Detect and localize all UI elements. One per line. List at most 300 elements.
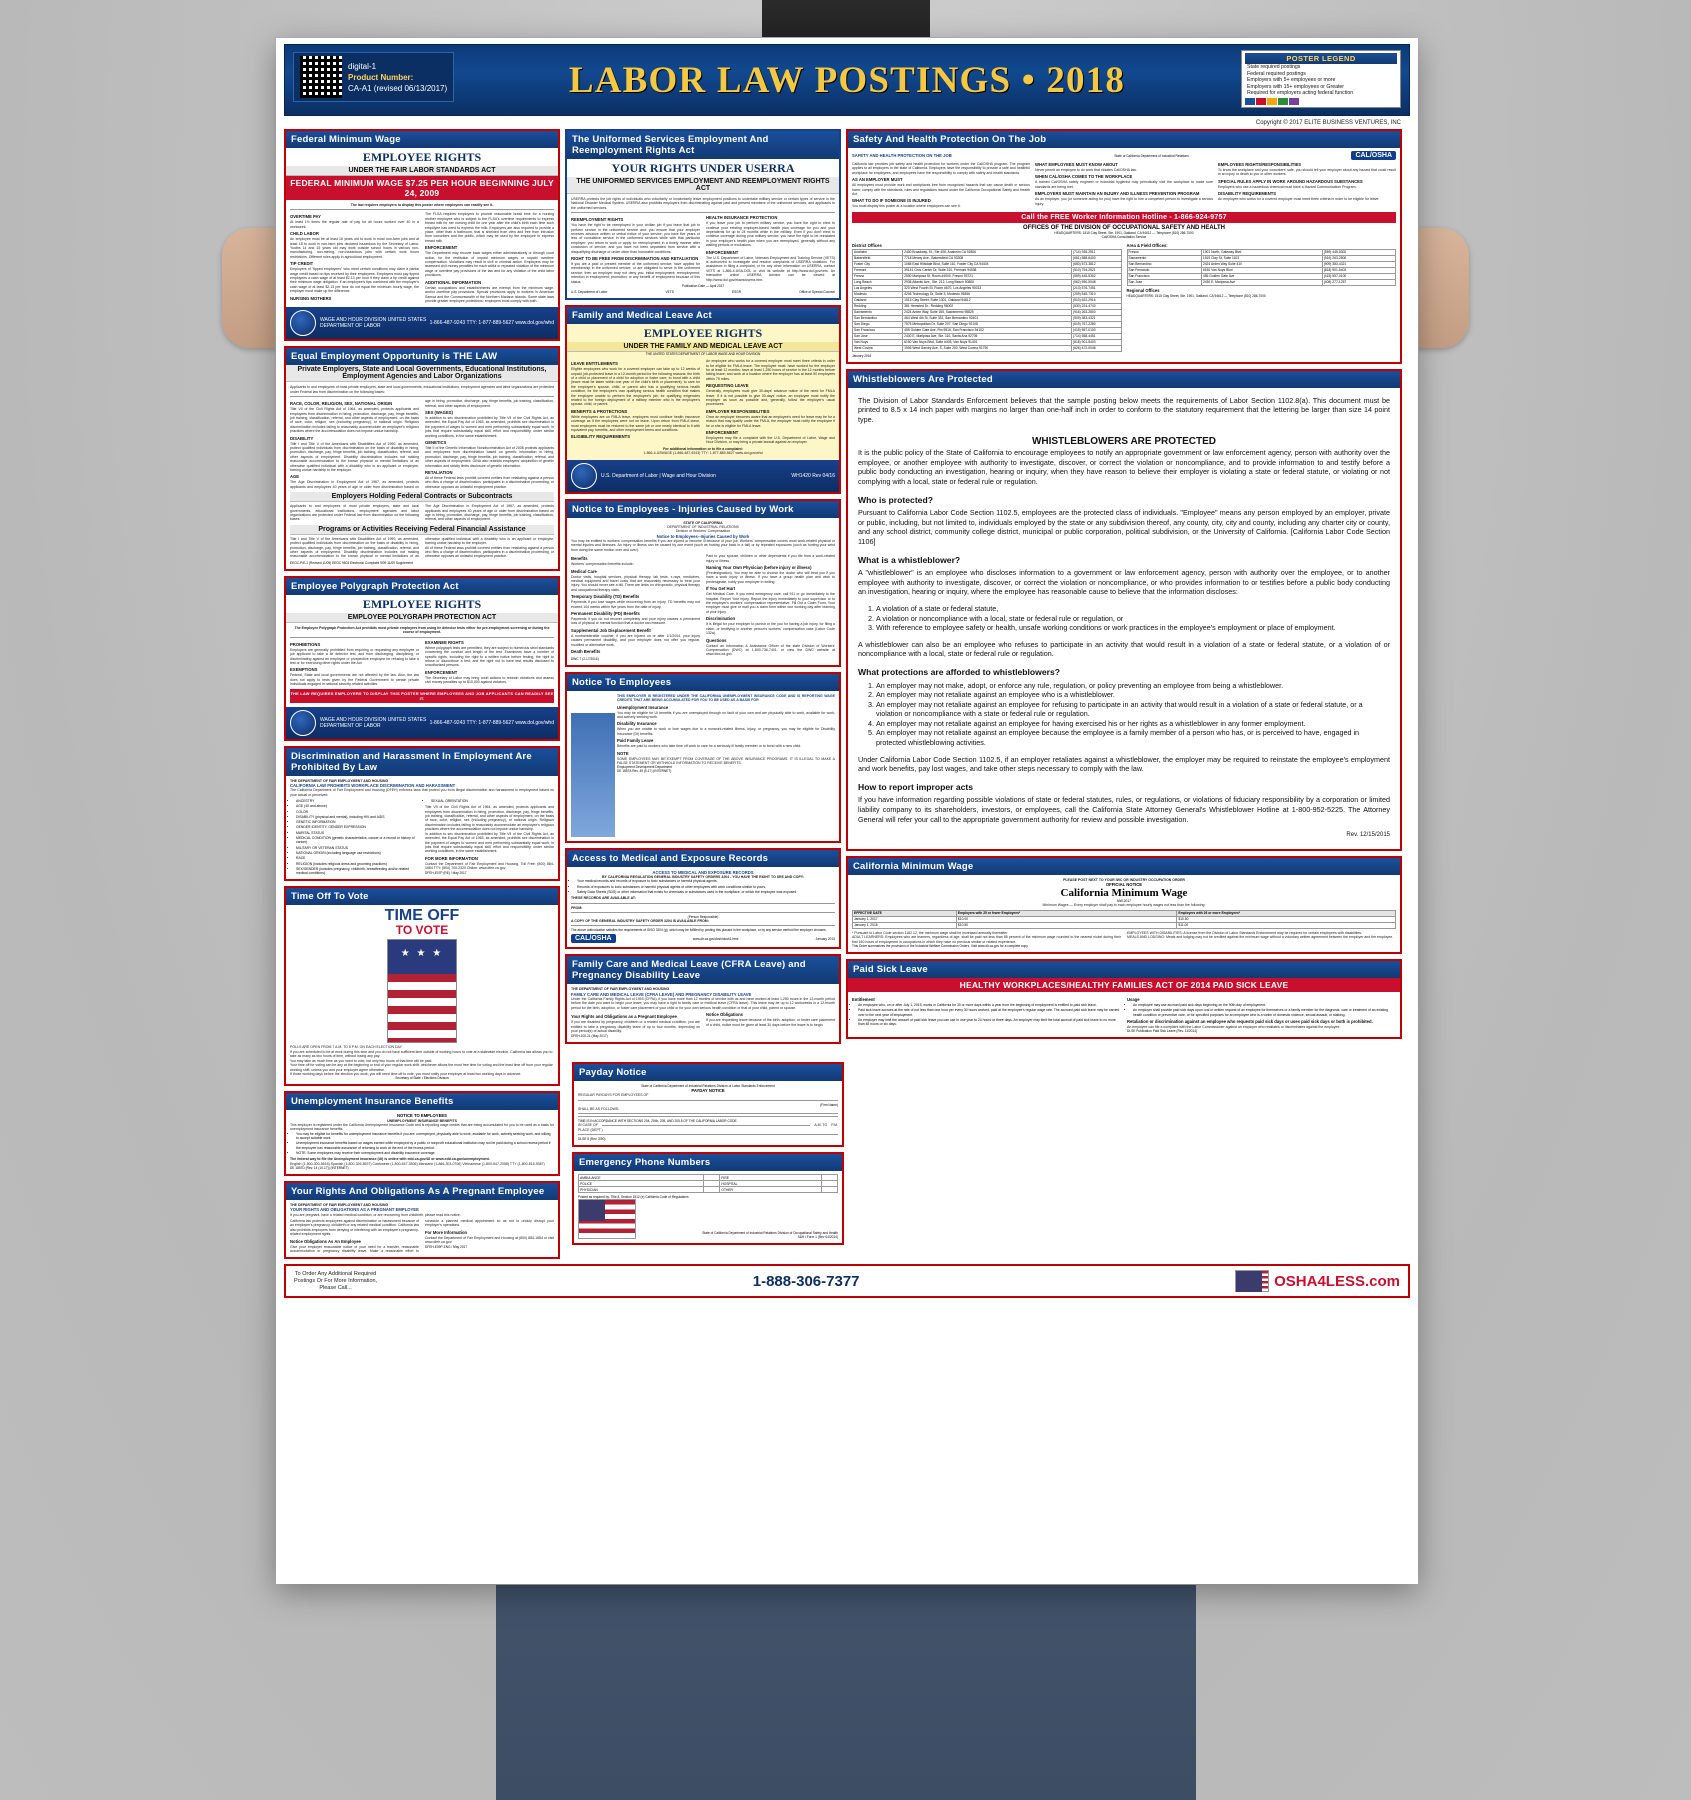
fmla-revision: WH1420 Rev 04/16: [791, 472, 835, 479]
osha-consult: Cal/OSHA Consultation Service: [1101, 234, 1147, 239]
office-city: Anaheim: [853, 249, 903, 255]
epp-section-head: PROHIBITIONS: [290, 641, 321, 647]
cfra-section-text: If you are disabled by pregnancy, childbirth or a related medical condition, you are entitled to take a pregnancy disability leave of up to four months, depending on your period(s) of actual disability.: [571, 1020, 700, 1034]
wb-heading: WHISTLEBLOWERS ARE PROTECTED: [1031, 435, 1217, 447]
emergency-posted-by: Posted as required by: Title 8, Section 1512 (e) California Code of Regulations: [578, 1195, 689, 1200]
camw-footnote: This Order summarizes the provisions of the Industrial Welfare Commission Orders. Visit www.dir.ca.gov for a complete copy.: [852, 944, 1029, 949]
section-emergency-phone-numbers: [572, 1152, 844, 1245]
edd-section-text: You may be eligible for UI benefits if you are unemployed through no fault of your own and are physically able to work, available for work, and actively seeking work.: [617, 710, 835, 719]
section-title: Employee Polygraph Protection Act: [286, 578, 558, 595]
payday-and-emergency-stack: [572, 1062, 844, 1245]
section-polygraph: [284, 576, 560, 741]
fmw-section-text: Employers of "tipped employees" who meet certain conditions may claim a partial wage credit based on tips received by their employees. Employers must pay tipped employees a cash wage of at least $2.13 per hour if they claim a tip credit against their minimum wage obligation. If an employee's tips combined with the employer's cash wage of at least $2.13 per hour do not equal the minimum hourly wage, the employer must make up the difference.: [290, 267, 419, 294]
column-header: EFFECTIVE DATE: [853, 910, 957, 916]
wb-lede: The Division of Labor Standards Enforcement believes that the sample posting below meets the requirements of Labor Section 1102.8(a). This document must be printed to 8.5 x 14 inch paper with margins no larger than one-half inch in order to conform to the statutory requirement that the lettering be larger than size 14 point type.: [858, 395, 1390, 425]
eeo-block-text: Title VII of the Civil Rights Act of 1964, as amended, protects applicants and employees from discrimination in hiring, promotion, discharge, pay, fringe benefits, job training, classification, referral, and other aspects of employment, on the basis of race, color, religion, sex (including pregnancy), or national origin. Religious discrimination includes failing to reasonably accommodate an employee's religious practices where the accommodation does not impose undue hardship.: [290, 407, 419, 434]
office-phone: (510) 794-2521: [1072, 267, 1121, 273]
cal-osha-section-head: SPECIAL RULES APPLY IN WORK AROUND HAZARDOUS SUBSTANCES: [1218, 178, 1363, 184]
list-item: 3. With reference to employee safety or health, unsafe working conditions or work practices in the employee's employment or place of employment.: [876, 623, 1390, 633]
cal-osha-intro: California law provides job safety and health protection for workers under the Cal/OSHA program. The program applies to all employers in the state of California. Employers have the responsibility to provide a safe and healthful workplace for employees, and employees have the responsibility to comply with safety and health standards.: [852, 162, 1030, 175]
vote-footnote: Secretary of State • Elections Division: [395, 1076, 449, 1081]
column-header: Employers with 25 or fewer Employees*: [956, 910, 1176, 916]
injuries-section-text: Paid to your spouse, children or other dependents if you die from a work-related injury or illness.: [706, 554, 835, 563]
amer-subhead: BY CALIFORNIA REGULATION GENERAL INDUSTRY SAFETY ORDERS 3204 - YOU HAVE THE RIGHT TO SEE AND COPY:: [601, 874, 805, 879]
cal-osha-section-text: Employers who use a hazardous chemical must have a Hazard Communication Program.: [1218, 184, 1357, 189]
cfra-intro: Under the California Family Rights Act of 1993 (CFRA), if you have more than 12 months of service with us and have worked at least 1,250 hours in the 12-month period before the date you want to begin your leave, you may have a right to family care or medical leave (CFRA leave). This leave may be up to 12 workweeks in a 12-month period for the birth, adoption, or foster care placement of your child or for your own serious health condition or that of your child, parent or spouse.: [571, 997, 835, 1010]
row-label: POLICE: [579, 1181, 704, 1187]
cell-large-employer: $10.50: [1177, 916, 1396, 922]
payday-field-label: IN CASE OF: [578, 1123, 598, 1128]
office-phone: (714) 935-2511: [1072, 249, 1121, 255]
payday-agency: State of California Department of Industrial Relations Division of Labor Standards Enforcement: [641, 1084, 775, 1088]
emergency-form: S&H / Form 1 (Rev 04/2014): [797, 1235, 838, 1240]
section-whistleblowers: [846, 369, 1402, 851]
section-title: Paid Sick Leave: [848, 961, 1400, 978]
office-phone: (909) 383-4321: [1072, 315, 1121, 321]
emergency-agency: State of California Department of Industrial Relations Division of Occupational Safety and Health: [702, 1231, 838, 1236]
table-row: [853, 345, 1122, 351]
ui-intro: This employer is registered under the California Unemployment Insurance Code and is reporting wage credits that are being accumulated for you to be used as a basis for unemployment insurance benefits.: [290, 1122, 554, 1132]
amer-web: www.dir.ca.gov/dosh/dosh1.html: [692, 936, 739, 941]
payday-field-value: (Firm Name): [820, 1102, 838, 1107]
eeo-block-head: GENETICS: [425, 439, 447, 445]
legend-item: Federal required postings: [1247, 70, 1306, 77]
office-address: 2936 Atlantic Ave., Ste. 212, Long Beach 90806: [903, 279, 1072, 285]
section-title: The Uniformed Services Employment And Reemployment Rights Act: [567, 131, 839, 159]
fmw-section-text: Certain occupations and establishments are exempt from the minimum wage, and/or overtime pay provisions. Special provisions apply to workers in American Samoa and the Commonwealth of the Northern Mariana Islands. Some state laws provide greater employee protections; employers must comply with both.: [425, 285, 554, 303]
cell-small-employer: $10.00: [956, 916, 1176, 922]
eeo-footnote: EEOC-P/E-1 (Revised 11/09) EEOC 9503 Electronic Complaint 9/09 11/09 Supplement: [290, 560, 413, 565]
camw-official: OFFICIAL NOTICE: [1105, 882, 1143, 888]
injuries-intro: You may be entitled to workers' compensation benefits if you are injured or become ill because of your job. Workers' compensation covers most work-related physical or mental injuries and illnesses. An injury or illness can be caused by one event (such as hurting your back in a fall) or by repeated exposures (such as hurting your wrist from doing the same motion over and over).: [571, 539, 835, 552]
office-address: 455 Golden Gate Ave: [1201, 273, 1322, 279]
dfeh-more-info-head: FOR MORE INFORMATION: [425, 855, 478, 861]
wb-a2: A "whistleblower" is an employee who discloses information to a government or law enforcement agency, person with authority over the employee, or to another employee with authority to investigate, discover, or correct the violation or noncompliance, or who provides information to or testifies before a public body conducting an investigation, hearing or inquiry, where the employee has reasonable cause to believe that the information discloses:: [858, 568, 1390, 597]
osha-region-note: HEADQUARTERS: 1515 Clay Street, Ste. 1901, Oakland, CA 94612 — Telephone (510) 286-7000: [1126, 293, 1266, 298]
row-value[interactable]: [704, 1187, 720, 1193]
office-city: Sacramento: [853, 309, 903, 315]
office-city: San Jose: [1127, 279, 1201, 285]
poster-footer-bar: [284, 1264, 1410, 1298]
office-address: 455 Golden Gate Ave, Rm 9516, San Francisco 94102: [903, 327, 1072, 333]
vote-line: You may take as much time as you need to vote, but only two hours of that time will be paid.: [290, 1058, 433, 1063]
eeo-intro: Applicants to and employees of most private employers, state and local governments, educational institutions, employment agencies and labor organizations are protected under Federal law from discrimination on the following bases:: [290, 385, 554, 394]
section-title: Payday Notice: [574, 1064, 842, 1081]
fmla-contact: 1-866-4-USWAGE (1-866-487-9243) TTY: 1-877-889-5627 www.dol.gov/whd: [643, 451, 763, 456]
list-item: • Safety Data Sheets (SDS) or other information that exists for chemicals or substances used in the workplace, or which the employee was exposed.: [577, 890, 835, 894]
list-item: • MILITARY OR VETERAN STATUS: [296, 846, 419, 850]
fmla-section-head: LEAVE ENTITLEMENTS: [571, 361, 618, 367]
edd-footnote: DE 1857A Rev. 49 (9-17) (INTERNET): [617, 769, 672, 774]
section-title: Time Off To Vote: [286, 888, 558, 905]
psl-retaliation-head: Retaliation or discrimination against an employee who requests paid sick days or uses paid sick days or both is prohibited.: [1127, 1018, 1373, 1024]
cal-osha-section-head: AS AN EMPLOYER MUST: [852, 177, 903, 183]
epp-agency: WAGE AND HOUR DIVISION UNITED STATES DEPARTMENT OF LABOR: [320, 716, 427, 729]
list-item: • NATIONAL ORIGIN (including language use restrictions): [296, 851, 419, 855]
psl-retaliation-text: An employee can file a complaint with the Labor Commissioner against an employer who retaliates or discriminates against the employee.: [1127, 1024, 1341, 1029]
list-item: • GENETIC INFORMATION: [296, 820, 419, 824]
edd-section-text: When you are unable to work or lose wages due to a nonwork-related illness, injury, or pregnancy, you may be eligible for Disability Insurance (DI) benefits.: [617, 727, 835, 736]
section-title: California Minimum Wage: [848, 858, 1400, 875]
office-city: Oakland: [853, 297, 903, 303]
eeo-block-head: SEX (WAGES): [425, 409, 453, 415]
office-city: Modesto: [853, 291, 903, 297]
injuries-section-head: Death Benefits: [571, 649, 601, 655]
fmw-intro: The law requires employers to display this poster where employees can readily see it.: [350, 203, 494, 207]
userra-section-text: If you leave your job to perform military service, you have the right to elect to continue your existing employer-based health plan coverage for you and your dependents for up to 24 months while in the military. Even if you don't elect to continue coverage during your military service, you have the right to be reinstated in your employer's health plan when you are reemployed, generally without any waiting periods or exclusions.: [706, 221, 835, 248]
office-city: Redding: [853, 303, 903, 309]
payday-field-label: TIME IS IN ACCORDANCE WITH SECTIONS 204, 204b, 205, AND 205.5 OF THE CALIFORNIA LABOR CODE.: [578, 1119, 738, 1124]
section-userra: [565, 129, 841, 300]
userra-headline: YOUR RIGHTS UNDER USERRA: [611, 161, 795, 175]
list-item: • An employer may limit the amount of paid sick leave you can use in one year to 24 hours or three days. An employer may limit the total accrual of paid sick leave to no more than 48 hours or six days.: [858, 1018, 1121, 1027]
section-injuries-caused-by-work: [565, 499, 841, 667]
cal-osha-section-head: WHAT TO DO IF SOMEONE IS INJURED: [852, 198, 931, 204]
office-phone: (510) 622-2916: [1072, 297, 1121, 303]
userra-agency-dol: U.S. Department of Labor: [571, 290, 608, 295]
eeo-block-head: AGE: [290, 474, 300, 480]
legend-item: State required postings: [1247, 64, 1301, 70]
injuries-section-head: Supplemental Job Displacement Benefit: [571, 627, 651, 633]
eeo-block-text: The Age Discrimination in Employment Act of 1967, as amended, protects applicants and employees 40 years of age or older from discrimination based on age in hiring, promotion, discharge, pay, fringe benefits, job training, classification, referral, and other aspects of employment.: [290, 399, 554, 489]
amer-field-label: FROM:: [571, 905, 583, 910]
section-ca-minimum-wage: [846, 856, 1402, 954]
list-item: • ANCESTRY: [296, 799, 419, 803]
fmla-footer: [567, 460, 839, 492]
legend-item: Employers with 5+ employees or more: [1247, 77, 1336, 84]
epp-warning: THE LAW REQUIRES EMPLOYERS TO DISPLAY THIS POSTER WHERE EMPLOYEES AND JOB APPLICANTS CAN READILY SEE IT.: [290, 690, 554, 701]
fmla-section-text: Eligible employees who work for a covered employer can take up to 12 weeks of unpaid, job-protected leave in a 12-month period for the following reasons: the birth of a child or placement of a child for adoption or foster care; to bond with a child (leave must be taken within one year of the child's birth or placement); to care for the employee's spouse, child, or parent who has a qualifying serious health condition; for the employee's own qualifying serious health condition that makes the employee unable to perform the employee's job; for qualifying exigencies related to the foreign deployment of a military member who is the employee's spouse, child, or parent.: [571, 367, 700, 407]
office-city: Fresno: [1127, 249, 1201, 255]
payday-field-value: P.M.: [831, 1123, 838, 1128]
edd-note-text: SOME EMPLOYEES MAY BE EXEMPT FROM COVERAGE OF THE ABOVE INSURANCE PROGRAMS. IT IS ILLEGAL TO MAKE A FALSE STATEMENT OR WITHHOLD INFORMATION TO RECEIVE BENEFITS.: [617, 756, 835, 765]
cell-effective-date: January 1, 2017: [853, 916, 957, 922]
osha-footnote: January 2016: [852, 353, 872, 358]
osha-region-label: Regional Offices: [1126, 287, 1160, 293]
pregnant-section-head: For More Information: [425, 1229, 468, 1235]
section-safety-health: [846, 129, 1402, 364]
office-address: 2400 Broadway, St., Ste 406, Anaheim CA 92806: [903, 249, 1072, 255]
office-phone: (916) 263-2800: [1072, 309, 1121, 315]
office-phone: (714) 558-4451: [1072, 333, 1121, 339]
payday-field-label: PLACE (DEPT.): [578, 1128, 603, 1133]
row-label: PHYSICIAN: [579, 1187, 704, 1193]
cal-osha-agency: State of California Department of Industrial Relations: [1114, 153, 1189, 158]
fmla-section-text: While employees are on FMLA leave, employers must continue health insurance coverage as if the employees were not on leave. Upon return from FMLA leave, most employees must be restored to the same job or one nearly identical to it with equivalent pay, benefits, and other employment terms and conditions.: [571, 414, 700, 432]
eeo-sub1: Private Employers, State and Local Governments, Educational Institutions, Employment Agencies and Labor Organizations: [286, 365, 558, 382]
edd-headline: THIS EMPLOYER IS REGISTERED UNDER THE CALIFORNIA UNEMPLOYMENT INSURANCE CODE AND IS REPORTING WAGE CREDITS THAT ARE BEING ACCUMULATED FOR YOU TO BE USED AS A BASIS FOR: [617, 693, 835, 703]
cal-osha-section-text: You must display this poster at a location where employees can see it.: [852, 204, 961, 209]
pregnant-section-head: Notice Obligations As An Employee: [290, 1238, 361, 1244]
osha-district-label: District Offices: [852, 242, 882, 248]
section-unemployment-insurance: [284, 1091, 560, 1176]
dol-seal-icon: [290, 710, 316, 736]
section-title: Whistleblowers Are Protected: [848, 371, 1400, 388]
section-title: Discrimination and Harassment In Employment Are Prohibited By Law: [286, 748, 558, 776]
payday-field-label: A.M. TO: [814, 1123, 828, 1128]
fmla-section-text: Once an employer becomes aware that an employee's need for leave may be for a reason that may qualify under the FMLA, the employer must notify the employee if he or she is eligible for FMLA leave.: [706, 414, 835, 428]
section-fmla: [565, 305, 841, 494]
office-city: San Bernardino: [1127, 261, 1201, 267]
footer-note-2: Postings Or For More Information,: [294, 1277, 378, 1284]
injuries-section-head: Temporary Disability (TD) Benefits: [571, 594, 640, 600]
camw-post-note: PLEASE POST NEXT TO YOUR IWC OR INDUSTRY OCCUPATION ORDER: [1063, 877, 1185, 882]
column-header: Employers with 26 or more Employees*: [1177, 910, 1396, 916]
userra-subhead: THE UNIFORMED SERVICES EMPLOYMENT AND REEMPLOYMENT RIGHTS ACT: [567, 177, 839, 194]
list-item: • An employer shall provide paid sick days upon oral or written request of an employee for themselves or a family member for the diagnosis, care or treatment of an existing health condition or preventive care, or for specified purposes for an employee who is a victim of domestic violence, sexual assault, or stalking.: [1133, 1008, 1396, 1017]
dfeh-body-text: Title VII of the Civil Rights Act of 1964, as amended, protects applicants and employees from discrimination in hiring, promotion, discharge, pay, fringe benefits, job training, classification, referral, and other aspects of employment, on the basis of race, color, religion, sex (including pregnancy), or national origin. Religious discrimination includes failing to reasonably accommodate an employee's religious practices where the accommodation does not impose undue hardship.: [425, 805, 554, 832]
epp-footer: [286, 707, 558, 739]
office-address: 1906 West Garvey Ave. S, Suite 200, West Covina 91790: [903, 345, 1072, 351]
epp-section-text: Employers are generally prohibited from requiring or requesting any employee or job applicant to take a lie detector test, and from discharging, disciplining, or discriminating against an employee or prospective employee for refusing to take a test or for exercising other rights under the Act.: [290, 647, 419, 665]
userra-footnote: Publication Date — April 2017: [681, 284, 725, 289]
office-city: San Fernando: [1127, 267, 1201, 273]
fmw-section-head: CHILD LABOR: [290, 231, 319, 237]
userra-agency-vets: VETS: [665, 290, 674, 295]
cell-small-employer: $10.50: [956, 922, 1176, 928]
list-item: • An employee who, on or after July 1, 2015, works in California for 30 or more days within a year from the beginning of employment is entitled to paid sick leave.: [858, 1003, 1121, 1007]
list-item: • SEXUAL ORIENTATION: [431, 799, 554, 803]
column-3: [846, 129, 1402, 1259]
cal-osha-headline: SAFETY AND HEALTH PROTECTION ON THE JOB: [852, 152, 952, 158]
epp-section-text: Federal, State and local governments are not affected by the law. Also, the law does not apply to tests given by the Federal Government to certain private individuals engaged in national security-related activities.: [290, 673, 419, 687]
legend-item: Required for employers acting federal function: [1247, 90, 1354, 97]
fmla-section-text: Employees may file a complaint with the U.S. Department of Labor, Wage and Hour Division, or may bring a private lawsuit against an employer.: [706, 435, 835, 445]
list-item: • RACE: [296, 856, 419, 860]
us-flag-icon: [1235, 1270, 1269, 1292]
office-address: 2550 Mariposa St, Room #4000, Fresno 93721: [903, 273, 1072, 279]
camw-headline: California Minimum Wage: [1060, 887, 1188, 900]
list-item: • Your medical records and records of exposure to toxic substances or harmful physical agents.: [577, 879, 835, 883]
list-item: • MARITAL STATUS: [296, 831, 419, 835]
us-flag-icon: [578, 1199, 636, 1239]
epp-headline: EMPLOYEE RIGHTS: [362, 596, 482, 611]
labor-law-poster: [276, 38, 1418, 1584]
eeo-block-text: Title I and Title V of the Americans with Disabilities Act of 1990, as amended, protect qualified individuals from discrimination on the basis of disability in hiring, promotion, discharge, pay, fringe benefits, job training, classification, referral, and other aspects of employment. Disability discrimination includes not making reasonable accommodation to the known physical or mental limitations of an otherwise qualified individual with a disability who is an applicant or employee, barring undue hardship to the employer.: [290, 441, 419, 472]
section-title: Safety And Health Protection On The Job: [848, 131, 1400, 148]
row-value[interactable]: [821, 1187, 837, 1193]
camw-note: MEALS AND LODGING: Meals and lodging may not be credited against the minimum wage without a voluntary written agreement between the employer and the employee.: [1127, 935, 1394, 940]
poster-header: [284, 44, 1410, 126]
ui-section-title: The federal way to file the Unemployment Insurance (UI) is online with edd.ca.gov/UI or www.edd.ca.gov/unemployment.: [290, 1157, 490, 1162]
edd-note-head: NOTE: [617, 750, 629, 756]
fmla-section-head: EMPLOYER RESPONSIBILITIES: [706, 408, 770, 414]
dfeh-intro: The California Department of Fair Employment and Housing (DFEH) enforces laws that protect you from illegal discrimination and harassment in employment based on your actual or perceived:: [290, 788, 554, 797]
page-title: LABOR LAW POSTINGS • 2018: [568, 59, 1126, 101]
cal-osha-section-head: WHAT EMPLOYEES MUST KNOW ABOUT: [1035, 162, 1118, 167]
section-payday-notice: [572, 1062, 844, 1147]
list-item: • RELIGION (includes religious dress and grooming practices): [296, 862, 419, 866]
copyright-text: Copyright © 2017 ELITE BUSINESS VENTURES, INC: [1255, 120, 1401, 126]
psl-footnote: DLSE Publication Paid Sick Leave (Rev. 11/2014): [1127, 1029, 1198, 1034]
cal-osha-section-head: DISABILITY REQUIREMENTS: [1218, 191, 1277, 197]
office-city: Van Nuys: [853, 339, 903, 345]
fmla-section-head: REQUESTING LEAVE: [706, 383, 749, 389]
cal-osha-badge: CAL/OSHA: [1351, 151, 1396, 160]
camw-intro: Minimum Wages — Every employer shall pay to each employee hourly wages not less than the following:: [1042, 903, 1206, 908]
edd-section-text: Benefits are paid to workers who take time off work to care for a seriously ill family member or to bond with a new child.: [617, 744, 802, 749]
list-item: • DISABILITY (physical and mental), including HIV and AIDS: [296, 815, 419, 819]
section-notice-to-employees: [565, 672, 841, 843]
dfeh-footnote: DFEH-E07P (RE) / May 2017: [425, 870, 467, 875]
wb-a2-close: A whistleblower can also be an employee who refuses to participate in an activity that would result in a violation of a state or federal statute, or a violation of or noncompliance with a local, state or federal rule or regulation.: [858, 639, 1390, 659]
list-item: • MEDICAL CONDITION (genetic characteristics, cancer or a record or history of cancer): [296, 836, 419, 845]
fmla-agency: U.S. Department of Labor | Wage and Hour Division: [601, 472, 716, 479]
userra-agency-esgr: ESGR: [732, 290, 742, 295]
cfra-section-head: Your Rights and Obligations as a Pregnant Employee: [571, 1014, 677, 1020]
userra-section-text: The U.S. Department of Labor, Veterans Employment and Training Service (VETS) is authorized to investigate and resolve complaints of USERRA violations. For assistance in filing a complaint, or for any other information on USERRA, contact VETS at 1-866-4-USA-DOL or visit its website at http://www.dol.gov/vets. An interactive online USERRA Advisor can be viewed at http://www.dol.gov/elaws/userra.htm.: [706, 255, 835, 282]
dol-seal-icon: [290, 310, 316, 336]
office-city: Sacramento: [1127, 255, 1201, 261]
section-access-to-records: [565, 848, 841, 950]
office-phone: (415) 557-0100: [1072, 327, 1121, 333]
pregnant-intro: If you are pregnant, have a related medical condition, or are recovering from childbirth, please read this notice.: [290, 1212, 461, 1217]
cal-osha-section-text: Never permit an employee to do work that violates Cal/OSHA law.: [1035, 168, 1137, 172]
office-phone: (559) 445-5302: [1072, 273, 1121, 279]
office-city: Bakersfield: [853, 255, 903, 261]
list-item: 3. An employer may not retaliate against an employee for refusing to participate in an activity that would result in a violation of a state or federal statute, or a violation or noncompliance with a state or federal rule or regulation.: [876, 700, 1390, 719]
dfeh-more-info: Contact the Department of Fair Employment and Housing. Toll Free: (800) 884-1684 TTY: (800) 700-2320 Online: www.dfeh.ca.gov: [425, 861, 554, 871]
injuries-state: STATE OF CALIFORNIA: [683, 520, 723, 525]
injuries-section-text: Payments if you lose wages while recovering from an injury. TD benefits may not exceed 104 weeks within five years from the date of injury.: [571, 600, 700, 609]
qr-code-icon: [300, 56, 342, 98]
ui-bullets: [296, 1132, 554, 1155]
list-item: 1. An employer may not make, adopt, or enforce any rule, regulation, or policy preventing an employee from being a whistleblower.: [876, 681, 1390, 691]
injuries-section-head: Discrimination: [706, 616, 736, 622]
office-phone: (650) 573-3812: [1072, 261, 1121, 267]
product-label: Product Number:: [348, 72, 414, 82]
dfeh-dept: THE DEPARTMENT OF FAIR EMPLOYMENT AND HOUSING: [290, 778, 389, 783]
fmw-section-text: An employee must be at least 16 years old to work in most non-farm jobs and at least 18 to work in non-farm jobs declared hazardous by the Secretary of Labor. Youths 14 and 15 years old may work outside school hours in various non-manufacturing, non-mining, non-hazardous jobs with certain work hours restrictions. Different rules apply in agricultural employment.: [290, 237, 419, 259]
injuries-section-head: Questions: [706, 637, 727, 643]
camw-code: MW-2017: [1117, 899, 1131, 904]
fmla-subhead: UNDER THE FAMILY AND MEDICAL LEAVE ACT: [567, 342, 839, 352]
cell-effective-date: January 1, 2018: [853, 922, 957, 928]
list-item: 5. An employer may not retaliate against an employee because the employee is a family member of a person who has, or is perceived to have, engaged in protected whistleblowing activities.: [876, 728, 1390, 747]
userra-section-head: RIGHT TO BE FREE FROM DISCRIMINATION AND RETALIATION: [571, 256, 699, 262]
osha-hq: HEADQUARTERS: 1515 Clay Street, Ste. 1901, Oakland, CA 94612 — Telephone (510) 286-7000: [1054, 230, 1194, 235]
fmw-footer: [286, 307, 558, 339]
table-row: [579, 1187, 838, 1193]
office-address: 2430 E. Mariposa Ave: [1201, 279, 1322, 285]
office-address: 464 West 4th St, Suite 332, San Bernardino 92401: [903, 315, 1072, 321]
eeo-block-head: DISABILITY: [290, 435, 314, 441]
pregnant-section-text: Contact the Department of Fair Employment and Housing at (800) 884-1684 or visit www.dfeh.ca.gov.: [425, 1235, 554, 1245]
office-phone: (562) 590-5048: [1072, 279, 1121, 285]
fmw-section-head: OVERTIME PAY: [290, 214, 321, 220]
vote-line: If those working days before the election you work, you will need time off to vote, you must notify your employer at least two working days in advance.: [290, 1071, 522, 1076]
edd-agency: Employment Development Department: [617, 765, 672, 770]
list-item: 2. A violation or noncompliance with a local, state or federal rule or regulation, or: [876, 614, 1390, 624]
wb-q3: What protections are afforded to whistleblowers?: [858, 666, 1060, 677]
ui-heading: NOTICE TO EMPLOYEES: [397, 1113, 447, 1119]
office-city: Foster City: [853, 261, 903, 267]
injuries-headline: Notice to Employees--Injuries Caused by Work: [656, 533, 750, 539]
eeo-block-text: In addition to sex discrimination prohibited by Title VII of the Civil Rights Act, as amended, the Equal Pay Act of 1963, as amended, prohibits sex discrimination in the payment of wages to women and men performing substantially equal work, in jobs that require substantially equal skill, effort and responsibility, under similar working conditions, in the same establishment.: [425, 415, 554, 438]
vote-line: If you are scheduled to be at work during this time and you do not have sufficient time outside of working hours to vote at a statewide election, California law allows you to take as many as two hours of time, without losing any pay.: [290, 1049, 553, 1059]
section-title: Family and Medical Leave Act: [567, 307, 839, 324]
office-city: West Covina: [853, 345, 903, 351]
emergency-numbers-table: [578, 1174, 838, 1193]
injuries-section-text: Get Medical Care. If you need emergency care, call 911 or go immediately to the hospital. Report Your Injury. Report the injury immediately to your supervisor or to the employer's workers' compensation representative. Fill Out a Claim Form. Your employer must give or mail you a claim form within one working day after learning of your injury.: [706, 592, 835, 614]
office-address: 1901 North, Gateway Blvd: [1201, 249, 1322, 255]
footer-brand[interactable]: OSHA4LESS.com: [1274, 1272, 1400, 1290]
injuries-section-text: Contact an Information & Assistance Officer of the state Division of Workers' Compensation (DWC) at 1-800-736-7401, or view the DWC website at www.dwc.ca.gov.: [706, 643, 835, 657]
userra-section-head: HEALTH INSURANCE PROTECTION: [706, 215, 778, 221]
footer-note-1: To Order Any Additional Required: [294, 1270, 377, 1277]
vote-line: Your time off for voting can be any at the beginning or end of your regular work shift, whichever allows the most free time for voting and the least time off from your regular working shift, unless you and your employer agree otherwise.: [290, 1063, 553, 1072]
fmw-section-head: ADDITIONAL INFORMATION: [425, 279, 482, 285]
office-address: 6150 Van Nuys Blvd: [1201, 267, 1322, 273]
amer-field-label: A COPY OF THE GENERAL INDUSTRY SAFETY ORDER 3204 IS AVAILABLE FROM:: [571, 919, 709, 924]
epp-section-head: EXEMPTIONS: [290, 667, 318, 673]
table-row: [853, 922, 1396, 928]
injuries-section-head: Medical Care: [571, 568, 597, 574]
cal-osha-section-text: An employee who works for a covered employer must meet three criteria in order to be eligible for leave.: [1218, 197, 1380, 202]
dol-seal-icon: [571, 463, 597, 489]
eeo-federal-text-2: All of these Federal laws prohibit covered entities from retaliating against a person who files a charge of discrimination, participates in a discrimination proceeding, or otherwise opposes an unlawful employment practice.: [425, 545, 554, 559]
epp-intro: The Employee Polygraph Protection Act prohibits most private employers from using lie detector tests either for pre-employment screening or during the course of employment.: [294, 625, 550, 635]
psl-usage-head: Usage: [1127, 997, 1140, 1003]
epp-section-text: The Secretary of Labor may bring court actions to restrain violations and assess civil money penalties up to $10,000 against violators.: [425, 675, 554, 685]
psl-entitlement-list: [858, 1003, 1121, 1026]
amer-bullets: [577, 879, 835, 894]
wb-q4: How to report improper acts: [858, 781, 974, 792]
osha-hotline: Call the FREE Worker Information Hotline - 1-866-924-9757: [852, 212, 1396, 223]
poster-legend: [1241, 50, 1401, 108]
injuries-section-text: Doctor visits, hospital services, physical therapy, lab tests, x-rays, medicines, medical equipment and travel costs that are reasonably necessary to treat your injury. You should never see a bill. There are limits on chiropractic, physical therapy and occupational therapy visits.: [571, 574, 700, 592]
injuries-section-head: Benefits: [571, 556, 588, 562]
office-phone: (213) 576-7451: [1072, 285, 1121, 291]
product-number-block: [293, 52, 454, 102]
osha-area-label: Area & Field Offices:: [1126, 242, 1168, 248]
cfra-footnote: DFEH-100-21 (May 2017): [571, 1033, 608, 1038]
section-title: Notice To Employees: [567, 674, 839, 691]
office-address: 381 Hemsted Dr., Redding 96002: [903, 303, 1072, 309]
legend-item: Employers with 15+ employees or Greater: [1247, 83, 1345, 90]
pregnant-body: California law protects employees against discrimination or harassment because of an employee's pregnancy, childbirth or any related medical condition. California law also prohibits employers from denying or interfering with an employee's pregnancy-related employment rights.: [290, 1219, 419, 1237]
cfra-section-head: Notice Obligations: [706, 1012, 743, 1018]
eeo-block-text: Title II of the Genetic Information Nondiscrimination Act of 2008 protects applicants and employees from discrimination based on genetic information in hiring, promotion, discharge, pay, fringe benefits, job training, classification, referral, and other aspects of employment. GINA also restricts employers' acquisition of genetic information and strictly limits disclosure of genetic information.: [425, 445, 554, 468]
office-address: 2424 Arden Way, Suite 165, Sacramento 95825: [903, 309, 1072, 315]
ui-subheading: UNEMPLOYMENT INSURANCE BENEFITS: [387, 1118, 457, 1123]
section-discrimination: [284, 746, 560, 882]
vote-headline-1: TIME OFF: [384, 907, 460, 925]
section-time-off-to-vote: [284, 886, 560, 1086]
footer-phone[interactable]: 1-888-306-7377: [752, 1272, 860, 1290]
amer-field-value: (Person Responsible): [687, 915, 719, 920]
camw-note: EMPLOYEES WITH DISABILITIES: A license from the Division of Labor Standards Enforcement may be required for certain employees with disabilities.: [1127, 930, 1362, 935]
ui-contacts: English (1-800-300-5616) Spanish (1-800-326-8937) Cantonese (1-800-547-3506) Mandarin (1-866-303-0706) Vietnamese (1-800-547-2058) TTY (1-800-815-9387): [290, 1161, 545, 1166]
list-item: • An employee may use accrued paid sick days beginning on the 90th day of employment.: [1133, 1003, 1396, 1007]
fmla-subhead2: THE UNITED STATES DEPARTMENT OF LABOR WAGE AND HOUR DIVISION: [645, 352, 761, 357]
wb-policy: It is the public policy of the State of California to encourage employees to notify an appropriate government or law enforcement agency, person with authority over the employee, or another employee with authority to investigate, discover, or correct the violation or noncompliance, and to provide information to and testify before a public body conducting an investigation, hearing or inquiry, when they have reason to believe their employer is violating a state or federal statute, or violating or not complying with a local, state or federal rule or regulation.: [858, 448, 1390, 486]
office-city: Fresno: [853, 273, 903, 279]
amer-footer-note: The above authorization satisfies the requirements of GISO 3204 (g), which may be fulfilled by posting this placard in the workplace, or by any service method the employer chooses.: [571, 928, 827, 933]
pregnant-section-text: Give your employer reasonable notice of your need for a transfer, reasonable accommodation or pregnancy disability leave. Make a reasonable effort to schedule a planned medical appointment so as not to unduly disrupt your employer's operations.: [290, 1219, 554, 1254]
eeo-sub3: Programs or Activities Receiving Federal Financial Assistance: [290, 525, 554, 535]
cal-osha-section-head: EMPLOYERS MUST MAINTAIN AN INJURY AND ILLNESS PREVENTION PROGRAM: [1035, 191, 1200, 197]
payday-form-title: PAYDAY NOTICE: [691, 1088, 725, 1093]
list-item: 4. An employer may not retaliate against an employee for having exercised his or her rights as a whistleblower in any former employment.: [876, 719, 1390, 729]
office-phone: (619) 767-2280: [1072, 321, 1121, 327]
injuries-footnote: DWC 7 (2-17/2016): [571, 656, 599, 661]
eeo-block-head: RETALIATION: [425, 470, 453, 475]
office-city: San Francisco: [1127, 273, 1201, 279]
eeo-contract-text: Applicants to and employees of most private employers, state and local governments, educational institutions, employment agencies and labor organizations are protected under Federal law from discrimination on the following bases:: [290, 504, 419, 522]
list-item: • SEX/GENDER (includes pregnancy, childbirth, breastfeeding and/or related medical conditions): [296, 867, 419, 876]
office-address: 1065 East Hillsdale Blvd, Suite 110, Foster City CA 94404: [903, 261, 1072, 267]
